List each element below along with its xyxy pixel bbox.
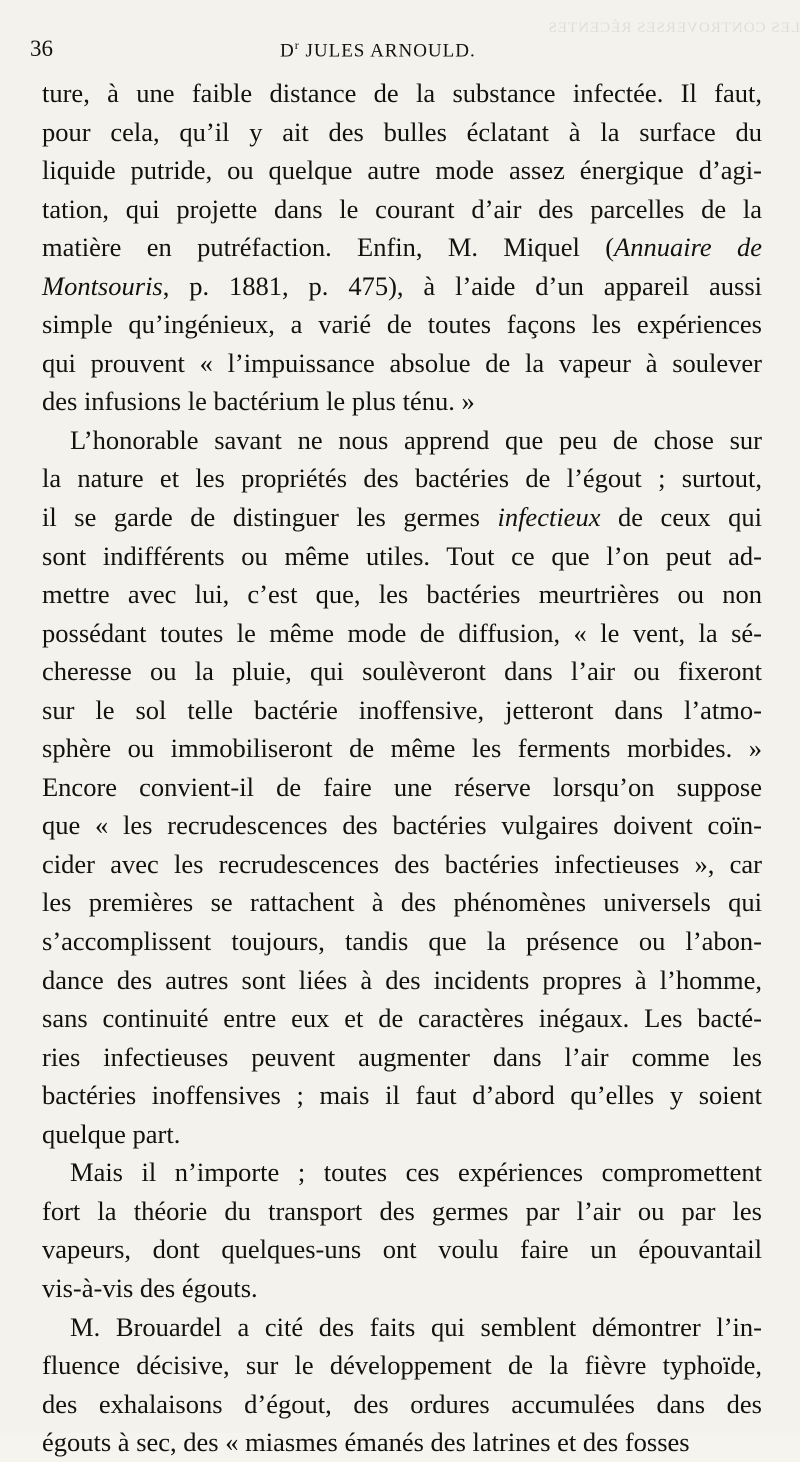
text-line: sphère ou immobiliseront de même les ferments morbides. » — [42, 733, 762, 764]
text-line: sont indifférents ou même utiles. Tout ce que l’on peut ad- — [42, 540, 762, 571]
italic-term: infectieux — [497, 502, 601, 533]
text-line: que « les recrudescences des bactéries vulgaires doivent coïn- — [42, 810, 762, 841]
text-line: vapeurs, dont quelques-uns ont voulu faire un épouvantail — [42, 1234, 762, 1265]
text-line: Mais il n’importe ; toutes ces expériences compromettent — [70, 1157, 762, 1188]
text-line: bactéries inoffensives ; mais il faut d’abord qu’elles y soient — [42, 1080, 762, 1111]
running-head-superscript: r — [294, 38, 300, 52]
text-line: pour cela, qu’il y ait des bulles éclatant à la surface du — [42, 116, 762, 147]
text-line: vis-à-vis des égouts. — [42, 1272, 258, 1303]
text-line: fluence décisive, sur le développement de la fièvre typhoïde, — [42, 1350, 762, 1381]
text-line: liquide putride, ou quelque autre mode assez énergique d’agi- — [42, 155, 762, 186]
text-line: L’honorable savant ne nous apprend que peu de chose sur — [70, 424, 762, 455]
body-text — [42, 74, 762, 1462]
text-line: sur le sol telle bactérie inoffensive, jetteront dans l’atmo- — [42, 694, 762, 725]
text-line: des infusions le bactérium le plus ténu. » — [42, 386, 475, 417]
text-line: s’accomplissent toujours, tandis que la présence ou l’abon- — [42, 926, 762, 957]
text-line: qui prouvent « l’impuissance absolue de la vapeur à soulever — [42, 347, 762, 378]
text-line: matière en putréfaction. Enfin, M. Miquel (Annuaire de — [42, 232, 763, 263]
text-line: la nature et les propriétés des bactéries de l’égout ; surtout, — [42, 463, 762, 494]
italic-term: Montsouris — [42, 270, 163, 301]
running-head-prefix: D — [280, 40, 295, 62]
text-line: cheresse ou la pluie, qui soulèveront dans l’air ou fixeront — [42, 656, 762, 687]
text-line: cider avec les recrudescences des bactéries infectieuses », car — [42, 848, 762, 879]
text-line: sans continuité entre eux et de caractères inégaux. Les bacté- — [42, 1003, 762, 1034]
text-line: Montsouris, p. 1881, p. 475), à l’aide d’un appareil aussi — [42, 270, 762, 301]
text-line: les premières se rattachent à des phénomènes universels qui — [42, 887, 762, 918]
text-line: des exhalaisons d’égout, des ordures accumulées dans des — [42, 1388, 762, 1419]
page-number: 36 — [30, 36, 53, 61]
text-line: égouts à sec, des « miasmes émanés des latrines et des fosses — [42, 1427, 690, 1458]
text-line: M. Brouardel a cité des faits qui semblent démontrer l’in- — [70, 1311, 762, 1342]
bleed-through-text: LES CONTROVERSES RÉCENTES — [547, 20, 800, 36]
text-line: ture, à une faible distance de la substance infectée. Il faut, — [42, 78, 762, 108]
text-line: simple qu’ingénieux, a varié de toutes façons les expériences — [42, 309, 762, 340]
text-line: tation, qui projette dans le courant d’air des parcelles de la — [42, 193, 762, 224]
text-line: dance des autres sont liées à des incidents propres à l’homme, — [42, 964, 762, 995]
running-head-author: JULES ARNOULD. — [299, 40, 476, 62]
text-line: ries infectieuses peuvent augmenter dans l’air comme les — [42, 1041, 762, 1072]
text-line: possédant toutes le même mode de diffusion, « le vent, la sé- — [42, 617, 762, 648]
page-header — [30, 32, 770, 66]
text-line: quelque part. — [42, 1118, 181, 1149]
text-line: fort la théorie du transport des germes par l’air ou par les — [42, 1195, 762, 1226]
text-line: mettre avec lui, c’est que, les bactéries meurtrières ou non — [42, 579, 762, 610]
text-line: Encore convient-il de faire une réserve lorsqu’on suppose — [42, 771, 762, 802]
text-line: il se garde de distinguer les germes infectieux de ceux qui — [42, 502, 762, 533]
italic-term: Annuaire de — [614, 232, 763, 263]
running-head — [280, 38, 476, 62]
